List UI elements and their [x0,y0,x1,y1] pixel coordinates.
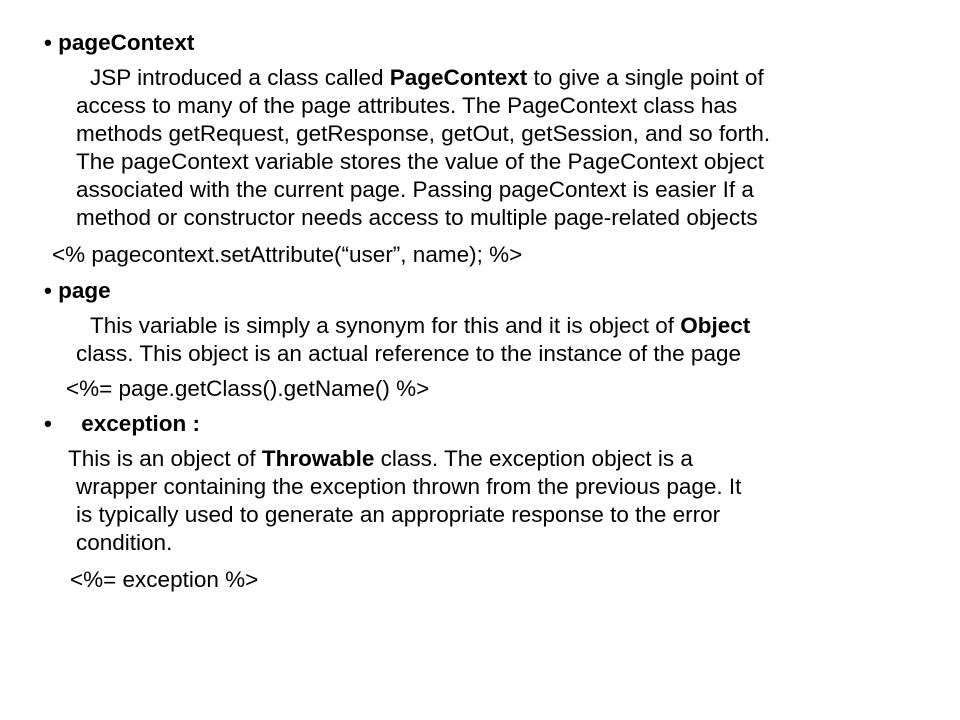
text-run: This is an object of [68,446,262,471]
heading-text: page [58,278,111,303]
paragraph-line [68,445,693,473]
bullet: • [44,30,52,55]
section-heading-exception [44,410,200,438]
paragraph-line [90,312,750,340]
code-line-exception: <%= exception %> [70,567,259,592]
paragraph-line: class. This object is an actual reference to the instance of the page [76,341,741,366]
text-run: This variable is simply a synonym for this and it is object of [90,313,681,338]
heading-text: exception : [81,411,201,436]
code-line-page: <%= page.getClass().getName() %> [66,376,430,401]
text-run: class. The exception object is a [374,446,693,471]
paragraph-line: condition. [76,530,173,555]
paragraph-line: method or constructor needs access to multiple page-related objects [76,205,758,230]
code-line-pagecontext: <% pagecontext.setAttribute(“user”, name); %> [52,242,523,267]
heading-text: pageContext [58,30,195,55]
section-heading-pagecontext [44,29,194,57]
bold-term-pagecontext: PageContext [389,65,528,90]
bold-term-throwable: Throwable [261,446,375,471]
paragraph-line: methods getRequest, getResponse, getOut, getSession, and so forth. [76,121,771,146]
paragraph-line: associated with the current page. Passing pageContext is easier If a [76,177,754,202]
text-run: to give a single point of [527,65,764,90]
paragraph-line: is typically used to generate an appropriate response to the error [76,502,721,527]
bold-term-object: Object [680,313,751,338]
paragraph-line: The pageContext variable stores the value of the PageContext object [76,149,764,174]
paragraph-line [90,64,764,92]
text-run: JSP introduced a class called [90,65,390,90]
bullet: • [44,278,52,303]
bullet: • [44,411,52,436]
paragraph-line: wrapper containing the exception thrown from the previous page. It [76,474,742,499]
section-heading-page [44,277,111,305]
paragraph-line: access to many of the page attributes. The PageContext class has [76,93,738,118]
